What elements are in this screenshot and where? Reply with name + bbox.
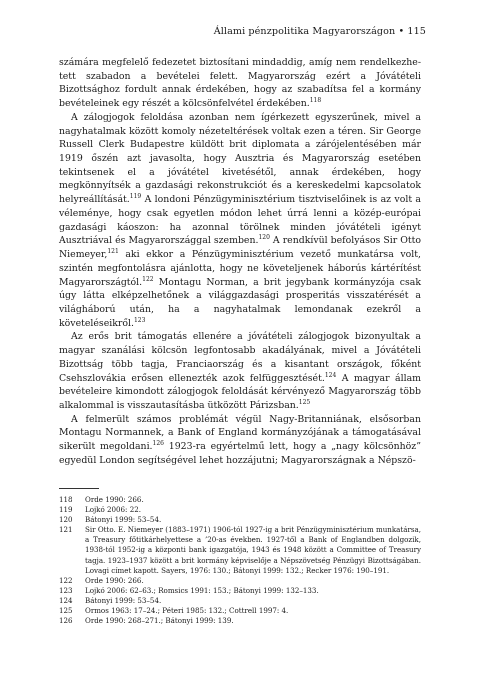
paragraph-text: A magyar állam bevételeire kimondott zálogjogok feloldását kérvényező Magyarország több alkalommal is visszautasításba ütközött Párizsban. — [59, 372, 422, 411]
header-title: Állami pénzpolitika Magyarországon — [213, 26, 396, 37]
paragraph-text: A felmerült számos problémát végül Nagy-Britanniának, elsősorban Montagu Normannek, a Bank of England kormányzójának a támogatásával sikerült megoldani. — [59, 413, 421, 453]
footnote-text: Bátonyi 1999: 53–54. — [85, 515, 162, 525]
footnote-text: Orde 1990: 268–271.; Bátonyi 1999: 139. — [85, 616, 234, 626]
footnote-reference: 124 — [324, 371, 337, 379]
footnote-number: 125 — [59, 606, 73, 616]
footnote-number: 119 — [59, 505, 73, 515]
footnote-text: Bátonyi 1999: 53–54. — [85, 595, 162, 605]
footnote-number: 126 — [59, 616, 73, 626]
footnote-number: 123 — [59, 585, 73, 595]
footnote-reference: 118 — [309, 97, 322, 105]
running-header — [214, 26, 426, 37]
footnote-number: 124 — [59, 595, 73, 605]
footnote-number: 121 — [59, 525, 73, 535]
footnote-reference: 126 — [152, 440, 164, 448]
paragraph-text: 1923-ra egyértelmű lett, hogy a „nagy kölcsönhöz” egyedül London segítségével lehet hozzájutni; Magyarországnak a Népszö- — [59, 441, 422, 466]
footnote-number: 118 — [59, 495, 73, 504]
footnote-reference: 123 — [133, 316, 146, 324]
footnote-text: Ormos 1963: 17–24.; Péteri 1985: 132.; Cottrell 1997: 4. — [85, 606, 289, 616]
paragraph-text: aki ekkor a Pénzügyminisztérium vezető munkatársa volt, szintén megfontolásra ajánlotta, hogy ne követeljenek háborús kártérítést Magyarországtól. — [59, 249, 421, 288]
footnote-text: Lojkó 2006: 62–63.; Romsics 1991: 153.; Bátonyi 1999: 132–133. — [85, 585, 319, 595]
footnote — [59, 525, 421, 575]
header-separator: • — [398, 26, 405, 37]
page-number: 115 — [407, 26, 426, 37]
footnote — [59, 616, 421, 626]
body-paragraph — [59, 330, 421, 412]
footnote-text: Sir Otto. E. Niemeyer (1883–1971) 1906-tól 1927-ig a brit Pénzügyminisztérium munkatársa, a Treasury főtitkárhelyettese a ’20-as években. 1927-től a Bank of Englandben dolgozik, 1938-tól 1952-ig a központi bank igazgatója, 1943 és 1948 között a Committee of Treasury tagja. 1923–1937 között a brit kormány képviselője a Népszövetség Pénzügyi Bizottságában. Lovagi címet kapott. Sayers, 1976: 130.; Bátonyi 1999: 132.; Recker 1976: 190–191. — [85, 525, 421, 575]
footnote — [59, 515, 421, 525]
paragraph-text: A zálogjogok feloldása azonban nem ígérkezett egyszerűnek, mivel a nagyhatalmak között komoly nézeteltérések voltak ezen a téren. Sir George Russell Clerk Budapestre küldött brit diplomata a zárójelentésében már 1919 őszén azt javasolta, hogy Ausztria és Magyarország esetében tekintsenek el a jóvátétel kivetésétől, annak érdekében, hogy megkönnyítsék a gazdasági rekonstrukciót és a kereskedelmi kapcsolatok helyreállítását. — [59, 111, 421, 206]
paragraph-text: Montagu Norman, a brit jegybank kormányzója csak úgy látta elképzelhetőnek a világgazdasági prosperitás visszatérését a világháború után, ha a nagyhatalmak lemondanak ezekről a követeléseikről. — [59, 276, 421, 329]
footnote-text: Orde 1990: 266. — [85, 575, 144, 585]
footnote-divider — [59, 488, 99, 489]
footnote-number: 120 — [59, 515, 73, 525]
footnote — [59, 576, 421, 586]
body-paragraph — [59, 56, 421, 111]
footnote-reference: 121 — [107, 248, 119, 256]
footnote — [59, 505, 421, 515]
paragraph-text: A londoni Pénzügyminisztérium tisztviselőinek is az volt a véleménye, hogy csak egyetlen módon lehet úrrá lenni a közép-európai gazdasági káoszon: ha azonnal törölnek minden jóvátételi igényt Ausztriával és Magyarországgal szemben. — [59, 194, 421, 247]
footnote-text: Lojkó 2006: 22. — [85, 505, 141, 515]
footnote-text: Orde 1990: 266. — [85, 495, 144, 504]
footnote-reference: 125 — [298, 398, 311, 406]
footnote-reference: 122 — [142, 275, 154, 283]
paragraph-text: Az erős brit támogatás ellenére a jóvátételi zálogjogok bizonyultak a magyar szanálási kölcsön legfontosabb akadályának, mivel a Jóvátételi Bizottság több tagja, Franciaország és a kisantant országok, főként Csehszlovákia erősen ellenezték azok felfüggesztését. — [59, 331, 421, 384]
footnote — [59, 606, 421, 616]
body-text — [59, 56, 421, 468]
body-paragraph — [59, 111, 421, 331]
footnote — [59, 596, 421, 606]
footnote-reference: 120 — [258, 234, 270, 242]
paragraph-text: számára megfelelő fedezetet biztosítani mindaddig, amíg nem rendelkezhe-tett szabadon a bevételei felett. Magyarország ezért a Jóvátételi Bizottsághoz fordult annak érdekében, hogy az szabadítsa fel a kormány bevételeinek egy részét a kölcsönfelvétel érdekében. — [59, 57, 421, 110]
footnote-number: 122 — [59, 575, 73, 585]
footnote — [59, 586, 421, 596]
paragraph-text: A rendkívül befolyásos Sir Otto Niemeyer, — [59, 235, 422, 261]
body-paragraph — [59, 413, 421, 468]
footnotes — [59, 495, 421, 626]
footnote — [59, 495, 421, 505]
footnote-reference: 119 — [129, 193, 142, 201]
